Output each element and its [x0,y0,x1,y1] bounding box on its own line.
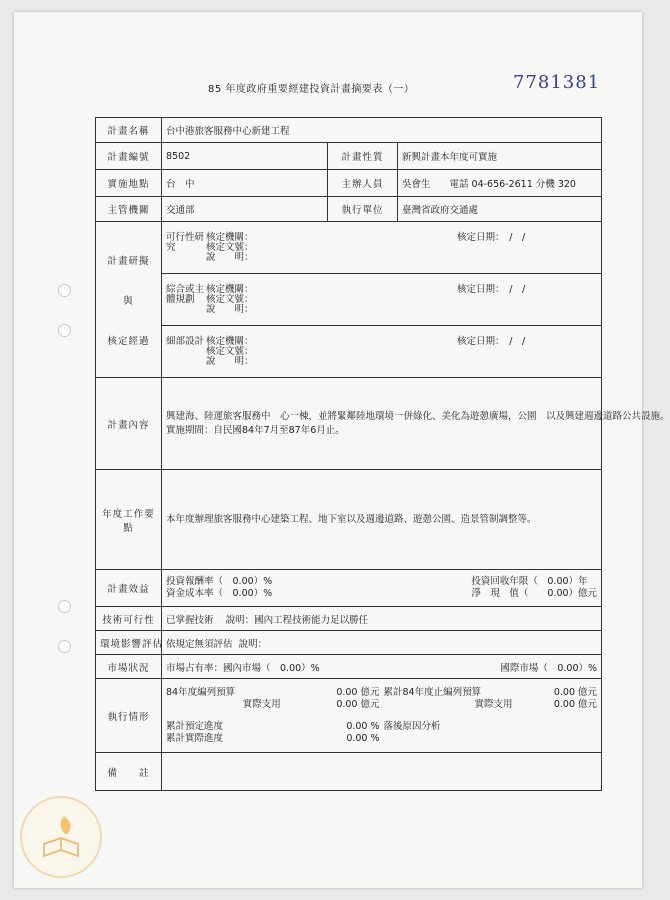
content-text: 興建海、陸運旅客服務中 心一棟，並將緊鄰陸地環境一併綠化、美化為遊憩廣場，公園 以及興建週邊道路公共設施。 實施期間：自民國84年7月至87年6月止。 [162,378,602,470]
tech-label: 技術可行性 [96,607,162,631]
watermark-logo [20,796,102,878]
execution-values: 84年度編列預算 0.00 億元 實際支用 0.00 億元 累計84年度止編列預算 0.00 億元 實際支用 0.00 億元 累計預定進度 0.00 % 累計實際進度 0.00 % 落後原因分析 [162,679,602,753]
plan-nature: 新興計畫本年度可實施 [398,143,602,170]
plan-name-label: 計畫名稱 [96,118,162,143]
env-label: 環境影響評估 [96,631,162,655]
plan-number: 8502 [162,143,328,170]
plan-nature-label: 計畫性質 [328,143,398,170]
content-label: 計畫內容 [96,378,162,470]
location-label: 實施地點 [96,170,162,197]
punch-hole [58,324,71,337]
location: 台 中 [162,170,328,197]
figures-label: 計畫效益 [96,570,162,607]
figures-values: 投資報酬率（ 0.00）% 資金成本率（ 0.00）% 投資回收年限（ 0.00）年 淨 現 值（ 0.00）億元 [162,570,602,607]
document-id: 7781381 [513,72,601,93]
executor-label: 執行單位 [328,197,398,222]
map-book-icon [22,798,100,876]
env-value: 依規定無須評估 說明： [162,631,602,655]
host: 吳會生 電話 04-656-2611 分機 320 [398,170,602,197]
punch-hole [58,640,71,653]
plan-name: 台中港旅客服務中心新建工程 [162,118,602,143]
punch-hole [58,284,71,297]
tech-value: 已掌握技術 說明：國內工程技術能力足以勝任 [162,607,602,631]
annual-label: 年度工作要 點 [96,470,162,570]
remarks-value [162,753,602,791]
market-label: 市場狀況 [96,655,162,679]
review-row-master-plan: 綜合或主體規劃 核定機關： 核定文號： 說 明： 核定日期： / / [162,274,602,326]
review-row-detail-design: 細部設計 核定機關： 核定文號： 說 明： 核定日期： / / [162,326,602,378]
annual-text: 本年度辦理旅客服務中心建築工程、地下室以及週邊道路、遊憩公園、造景管制調整等。 [162,470,602,570]
agency-label: 主管機關 [96,197,162,222]
host-label: 主辦人員 [328,170,398,197]
agency: 交通部 [162,197,328,222]
punch-hole [58,600,71,613]
market-values: 市場占有率：國內市場（ 0.00）% 國際市場（ 0.00）% [162,655,602,679]
executor: 臺灣省政府交通處 [398,197,602,222]
remarks-label: 備 註 [96,753,162,791]
summary-form [95,117,670,791]
review-label: 計畫研擬 與 核定經過 [96,222,162,378]
execution-label: 執行情形 [96,679,162,753]
review-row-feasibility: 可行性研究 核定機關： 核定文號： 說 明： 核定日期： / / [162,222,602,274]
plan-number-label: 計畫編號 [96,143,162,170]
document-title: 85 年度政府重要經建投資計畫摘要表（一） [208,84,415,95]
